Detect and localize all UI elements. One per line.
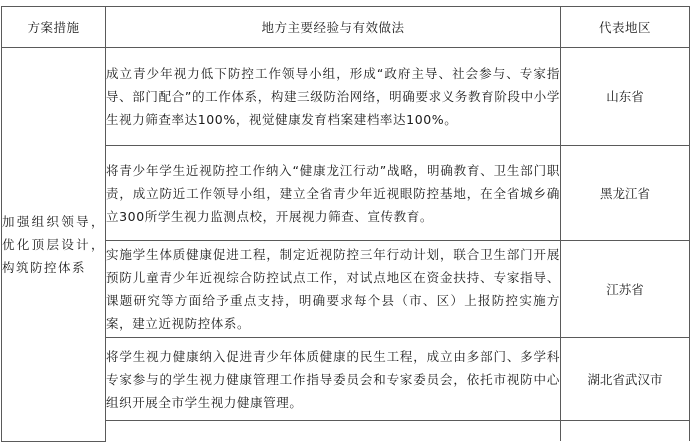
practice-cell: 成立青少年视力低下防控工作领导小组，形成“政府主导、社会参与、专家指导、部门配合”的工作体系，构建三级防治网络，明确要求义务教育阶段中小学生视力筛查率达100%，视觉健康发育档案建档率达100%。 — [106, 48, 561, 146]
practice-cell: 将学生视力健康纳入促进青少年体质健康的民生工程，成立由多部门、多学科专家参与的学生视力健康管理工作指导委员会和专家委员会，依托市视防中心组织开展全市学生视力健康管理。 — [106, 338, 561, 421]
header-measure: 方案措施 — [2, 7, 106, 48]
header-practice: 地方主要经验与有效做法 — [106, 7, 561, 48]
policy-table — [1, 6, 690, 442]
region-cell: 江苏省 — [561, 241, 690, 338]
table-header-row — [2, 7, 690, 48]
region-cell: 山东省 — [561, 48, 690, 146]
table-row — [2, 48, 690, 146]
header-region: 代表地区 — [561, 7, 690, 48]
measure-cell: 加强组织领导，优化顶层设计，构筑防控体系 — [2, 48, 106, 442]
practice-cell: 实施学生体质健康促进工程，制定近视防控三年行动计划，联合卫生部门开展预防儿童青少年近视综合防控试点工作，对试点地区在资金扶持、专家指导、课题研究等方面给予重点支持，明确要求每个县（市、区）上报防控实施方案，建立近视防控体系。 — [106, 241, 561, 338]
region-cell: 湖北省武汉市 — [561, 338, 690, 421]
region-cell: 黑龙江省 — [561, 146, 690, 241]
table-row — [2, 338, 690, 421]
practice-cell: 将青少年学生近视防控工作纳入“健康龙江行动”战略，明确教育、卫生部门职责，成立防近工作领导小组，建立全省青少年近视眼防控基地，在全省城乡确立300所学生视力监测点校，开展视力筛查、宣传教育。 — [106, 146, 561, 241]
